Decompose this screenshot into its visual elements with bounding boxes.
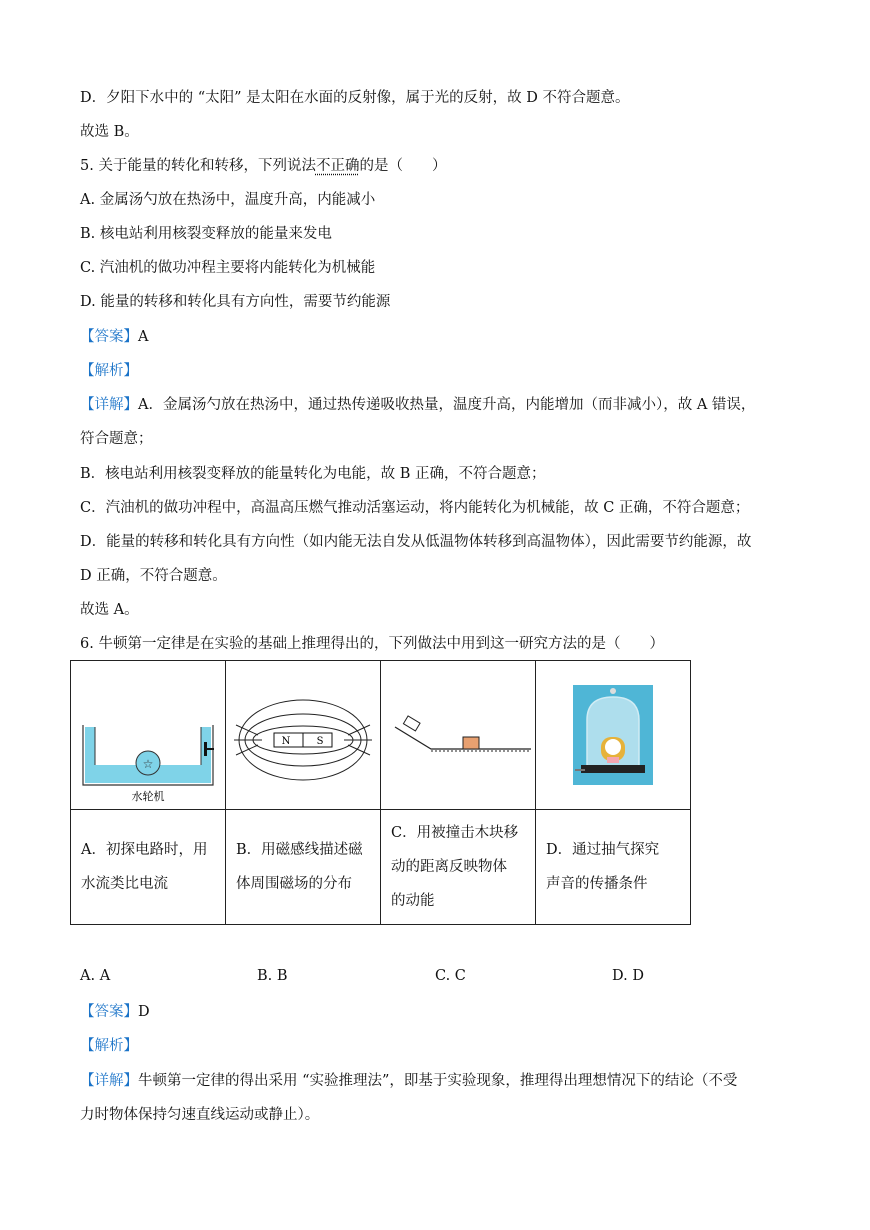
detail-line: 符合题意； [80, 431, 153, 447]
cell-text: 水流类比电流 [81, 876, 168, 892]
image-cell-bell-jar [536, 661, 691, 810]
option-c: C. 汽油机的做功冲程主要将内能转化为机械能 [80, 260, 376, 276]
cell-text: 的动能 [391, 893, 435, 909]
option-d: D. 能量的转移和转化具有方向性，需要节约能源 [80, 294, 391, 310]
choice-c: C. C [435, 968, 466, 984]
choice-b: B. B [257, 968, 288, 984]
detail-line: D 正确，不符合题意。 [80, 568, 227, 584]
option-cell-c [381, 810, 536, 925]
cell-text: D．通过抽气探究 [546, 842, 660, 858]
image-cell-magnet [226, 661, 381, 810]
magnet-s: S [316, 736, 324, 747]
cell-text: A．初探电路时，用 [81, 842, 208, 858]
detail-line [80, 1071, 737, 1091]
bell-jar-photo [573, 685, 653, 785]
detail-tag: 【详解】 [80, 1073, 138, 1089]
option-cell-d [536, 810, 691, 925]
answer-value: D [138, 1004, 150, 1020]
detail-line: 力时物体保持匀速直线运动或静止）。 [80, 1107, 320, 1123]
answer-tag: 【答案】 [80, 329, 138, 345]
option-a: A. 金属汤勺放在热汤中，温度升高，内能减小 [80, 192, 376, 208]
cell-text: C．用被撞击木块移 [391, 825, 519, 841]
analysis-tag: 【解析】 [80, 1038, 138, 1054]
text-line: D．夕阳下水中的 “太阳” 是太阳在水面的反射像，属于光的反射，故 D 不符合题意。 [80, 90, 630, 106]
magnet-n: N [281, 736, 291, 747]
option-cell-b [226, 810, 381, 925]
q5-emphasis: 不正确 [315, 158, 360, 174]
detail-line: C．汽油机的做功冲程中，高温高压燃气推动活塞运动，将内能转化为机械能，故 C 正确，不符合题意； [80, 500, 750, 516]
q5-stem-part: 5. 关于能量的转化和转移，下列说法 [80, 158, 316, 174]
cell-text: 声音的传播条件 [546, 876, 648, 892]
choice-a: A. A [80, 968, 111, 984]
cell-text: B．用磁感线描述磁 [236, 842, 363, 858]
detail-line: D．能量的转移和转化具有方向性（如内能无法自发从低温物体转移到高温物体），因此需要节约能源，故 [80, 534, 752, 550]
answer-value: A [138, 329, 149, 345]
detail-text: 牛顿第一定律的得出采用 “实验推理法”，即基于实验现象，推理得出理想情况下的结论（不受 [138, 1073, 738, 1089]
detail-tag: 【详解】 [80, 397, 138, 413]
image-cell-incline [381, 661, 536, 810]
text-line: 故选 B。 [80, 124, 139, 140]
q5-stem-part: 的是（ ） [359, 158, 447, 174]
cell-text: 动的距离反映物体 [391, 859, 507, 875]
water-wheel-diagram [73, 665, 223, 805]
detail-line [80, 395, 755, 415]
options-table [70, 660, 691, 925]
magnetic-field-diagram [228, 665, 378, 805]
water-wheel-label: 水轮机 [131, 790, 165, 803]
svg-text:☆: ☆ [142, 757, 154, 771]
answer-line [80, 1002, 150, 1022]
conclusion-line: 故选 A。 [80, 602, 139, 618]
analysis-tag: 【解析】 [80, 363, 138, 379]
cell-text: 体周围磁场的分布 [236, 876, 352, 892]
answer-line [80, 327, 148, 347]
question-6-stem: 6. 牛顿第一定律是在实验的基础上推理得出的，下列做法中用到这一研究方法的是（ ） [80, 636, 664, 652]
choice-d: D. D [612, 968, 644, 984]
option-cell-a [71, 810, 226, 925]
incline-diagram [383, 665, 533, 805]
image-cell-water [71, 661, 226, 810]
option-b: B. 核电站利用核裂变释放的能量来发电 [80, 226, 332, 242]
question-5-stem [80, 156, 446, 176]
detail-text: A．金属汤勺放在热汤中，通过热传递吸收热量，温度升高，内能增加（而非减小），故 A 错误， [138, 397, 756, 413]
answer-tag: 【答案】 [80, 1004, 138, 1020]
detail-line: B．核电站利用核裂变释放的能量转化为电能，故 B 正确，不符合题意； [80, 466, 546, 482]
